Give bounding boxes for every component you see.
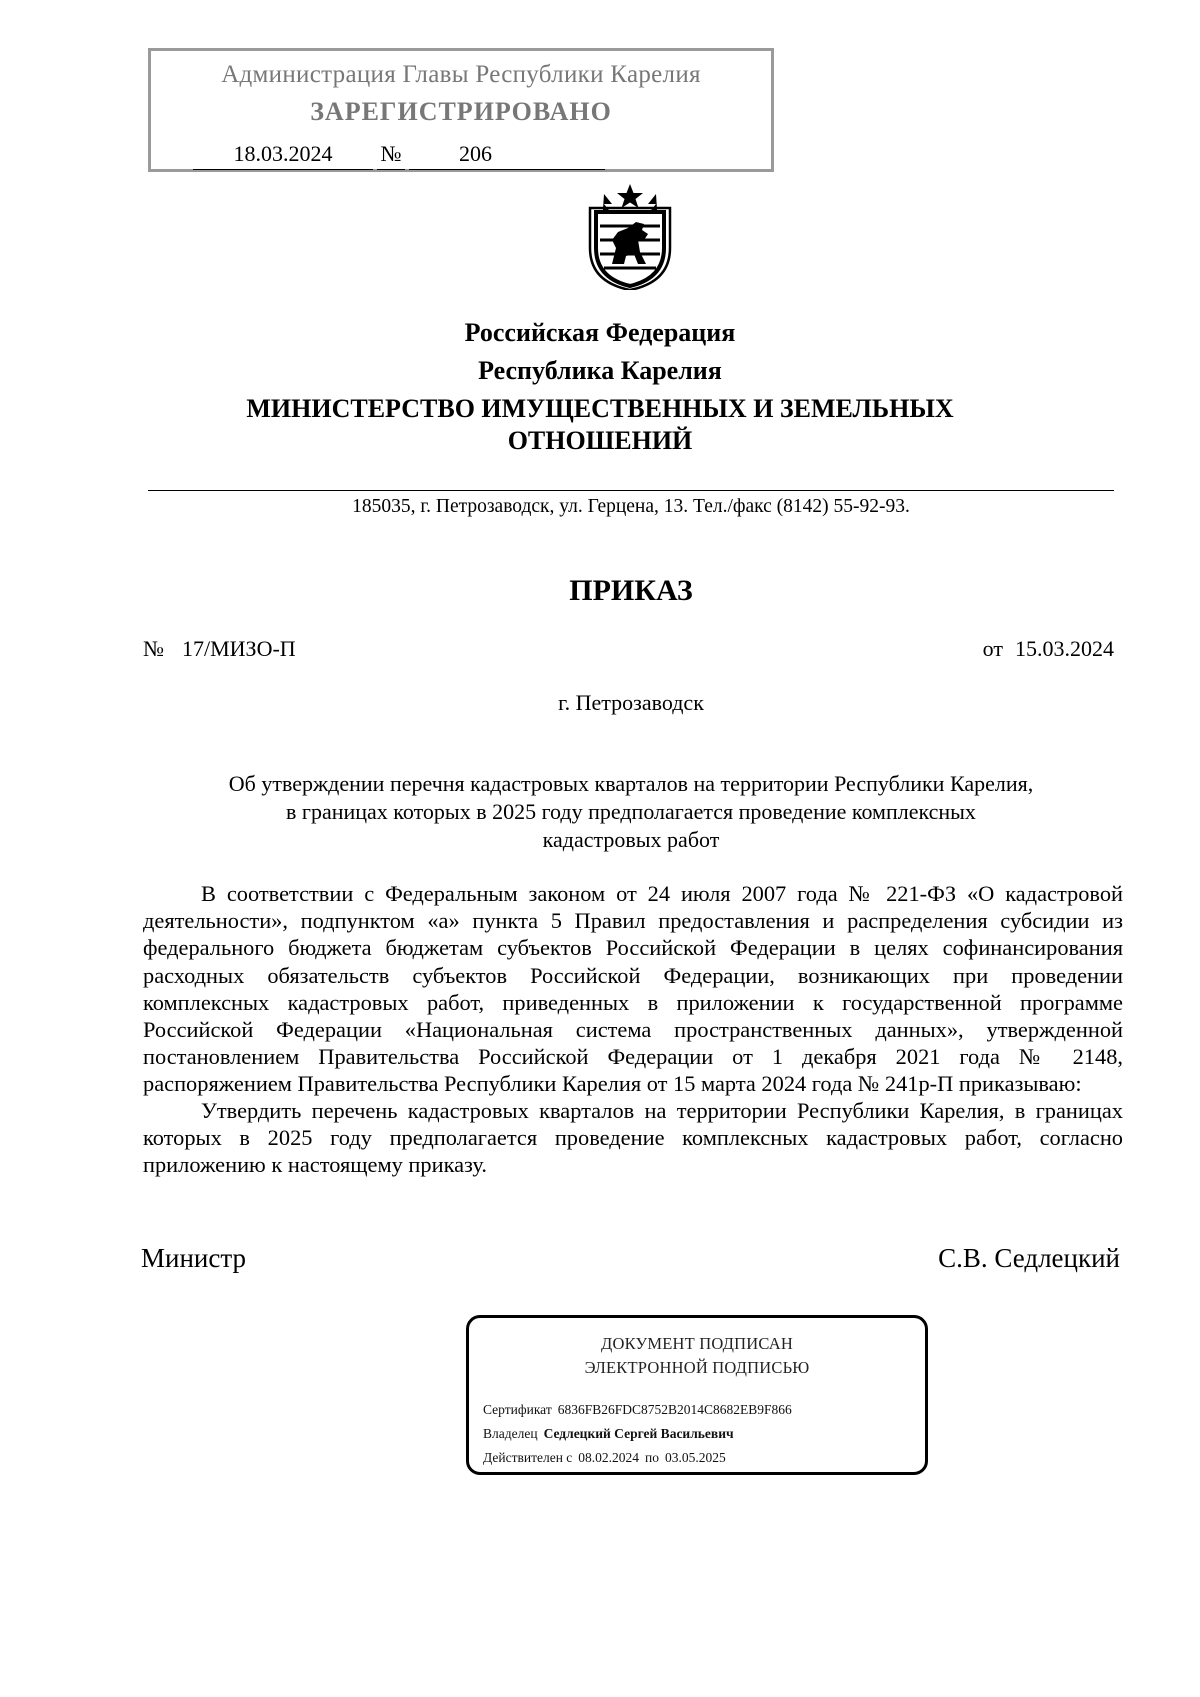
signatory-name: С.В. Седлецкий	[938, 1243, 1120, 1273]
signatory-role: Министр	[141, 1243, 246, 1273]
esig-title-line2: ЭЛЕКТРОННОЙ ПОДПИСЬЮ	[584, 1358, 810, 1377]
esig-valid-to-label: по	[645, 1450, 660, 1465]
stamp-date: 18.03.2024	[193, 141, 373, 170]
order-date-value: 15.03.2024	[1015, 636, 1114, 661]
coat-of-arms-icon	[582, 182, 678, 290]
order-number-label: №	[143, 636, 164, 661]
header-ministry-line2: ОТНОШЕНИЙ	[507, 426, 693, 455]
order-subject	[160, 770, 1102, 854]
order-body	[143, 880, 1123, 1178]
electronic-signature-stamp	[466, 1315, 928, 1475]
esig-validity	[483, 1450, 726, 1466]
stamp-registration-row	[193, 141, 753, 169]
esig-certificate-value: 6836FB26FDC8752B2014C8682EB9F866	[557, 1402, 792, 1417]
esig-valid-label: Действителен с	[483, 1450, 573, 1465]
order-number-value: 17/МИЗО-П	[182, 636, 296, 661]
order-number	[143, 636, 296, 662]
registration-stamp	[148, 48, 774, 172]
subject-line: Об утверждении перечня кадастровых кварталов на территории Республики Карелия,	[228, 771, 1034, 796]
subject-line: в границах которых в 2025 году предполагается проведение комплексных	[286, 799, 976, 824]
subject-line: кадастровых работ	[542, 827, 720, 852]
header-republic: Республика Карелия	[478, 356, 722, 385]
body-paragraph-basis: В соответствии с Федеральным законом от 24 июля 2007 года № 221-ФЗ «О кадастровой деятельности», подпунктом «а» пункта 5 Правил предоставления и распределения субсидии из федерального бюджета бюджетам субъектов Российской Федерации в целях софинансирования расходных обязательств субъектов Российской Федерации, возникающих при проведении комплексных кадастровых работ, приведенных в приложении к государственной программе Российской Федерации «Национальная система пространственных данных», утвержденной постановлением Правительства Российской Федерации от 1 декабря 2021 года № 2148, распоряжением Правительства Республики Карелия от 15 марта 2024 года № 241р-П приказываю:	[143, 881, 1123, 1097]
esig-owner	[483, 1426, 734, 1442]
order-title: ПРИКАЗ	[569, 574, 693, 607]
header-ministry-line1: МИНИСТЕРСТВО ИМУЩЕСТВЕННЫХ И ЗЕМЕЛЬНЫХ	[246, 394, 954, 423]
esig-certificate-label: Сертификат	[483, 1402, 552, 1417]
header-divider	[148, 490, 1114, 491]
stamp-status: ЗАРЕГИСТРИРОВАНО	[310, 97, 612, 126]
stamp-number-label: №	[377, 141, 405, 170]
esig-valid-to: 03.05.2025	[665, 1450, 726, 1465]
order-city: г. Петрозаводск	[558, 690, 704, 715]
esig-certificate	[483, 1402, 792, 1418]
esig-owner-value: Седлецкий Сергей Васильевич	[543, 1426, 734, 1441]
order-date	[983, 636, 1114, 662]
body-paragraph-decision: Утвердить перечень кадастровых кварталов на территории Республики Карелия, в границах которых в 2025 году предполагается проведение комплексных кадастровых работ, согласно приложению к настоящему приказу.	[143, 1097, 1123, 1178]
header-address: 185035, г. Петрозаводск, ул. Герцена, 13. Тел./факс (8142) 55-92-93.	[352, 496, 910, 517]
header-country: Российская Федерация	[464, 318, 736, 347]
esig-valid-from: 08.02.2024	[578, 1450, 640, 1465]
esig-title-line1: ДОКУМЕНТ ПОДПИСАН	[601, 1334, 793, 1353]
order-date-label: от	[982, 636, 1003, 661]
esig-owner-label: Владелец	[483, 1426, 538, 1441]
stamp-number: 206	[409, 141, 605, 170]
stamp-organization: Администрация Главы Республики Карелия	[221, 61, 701, 88]
